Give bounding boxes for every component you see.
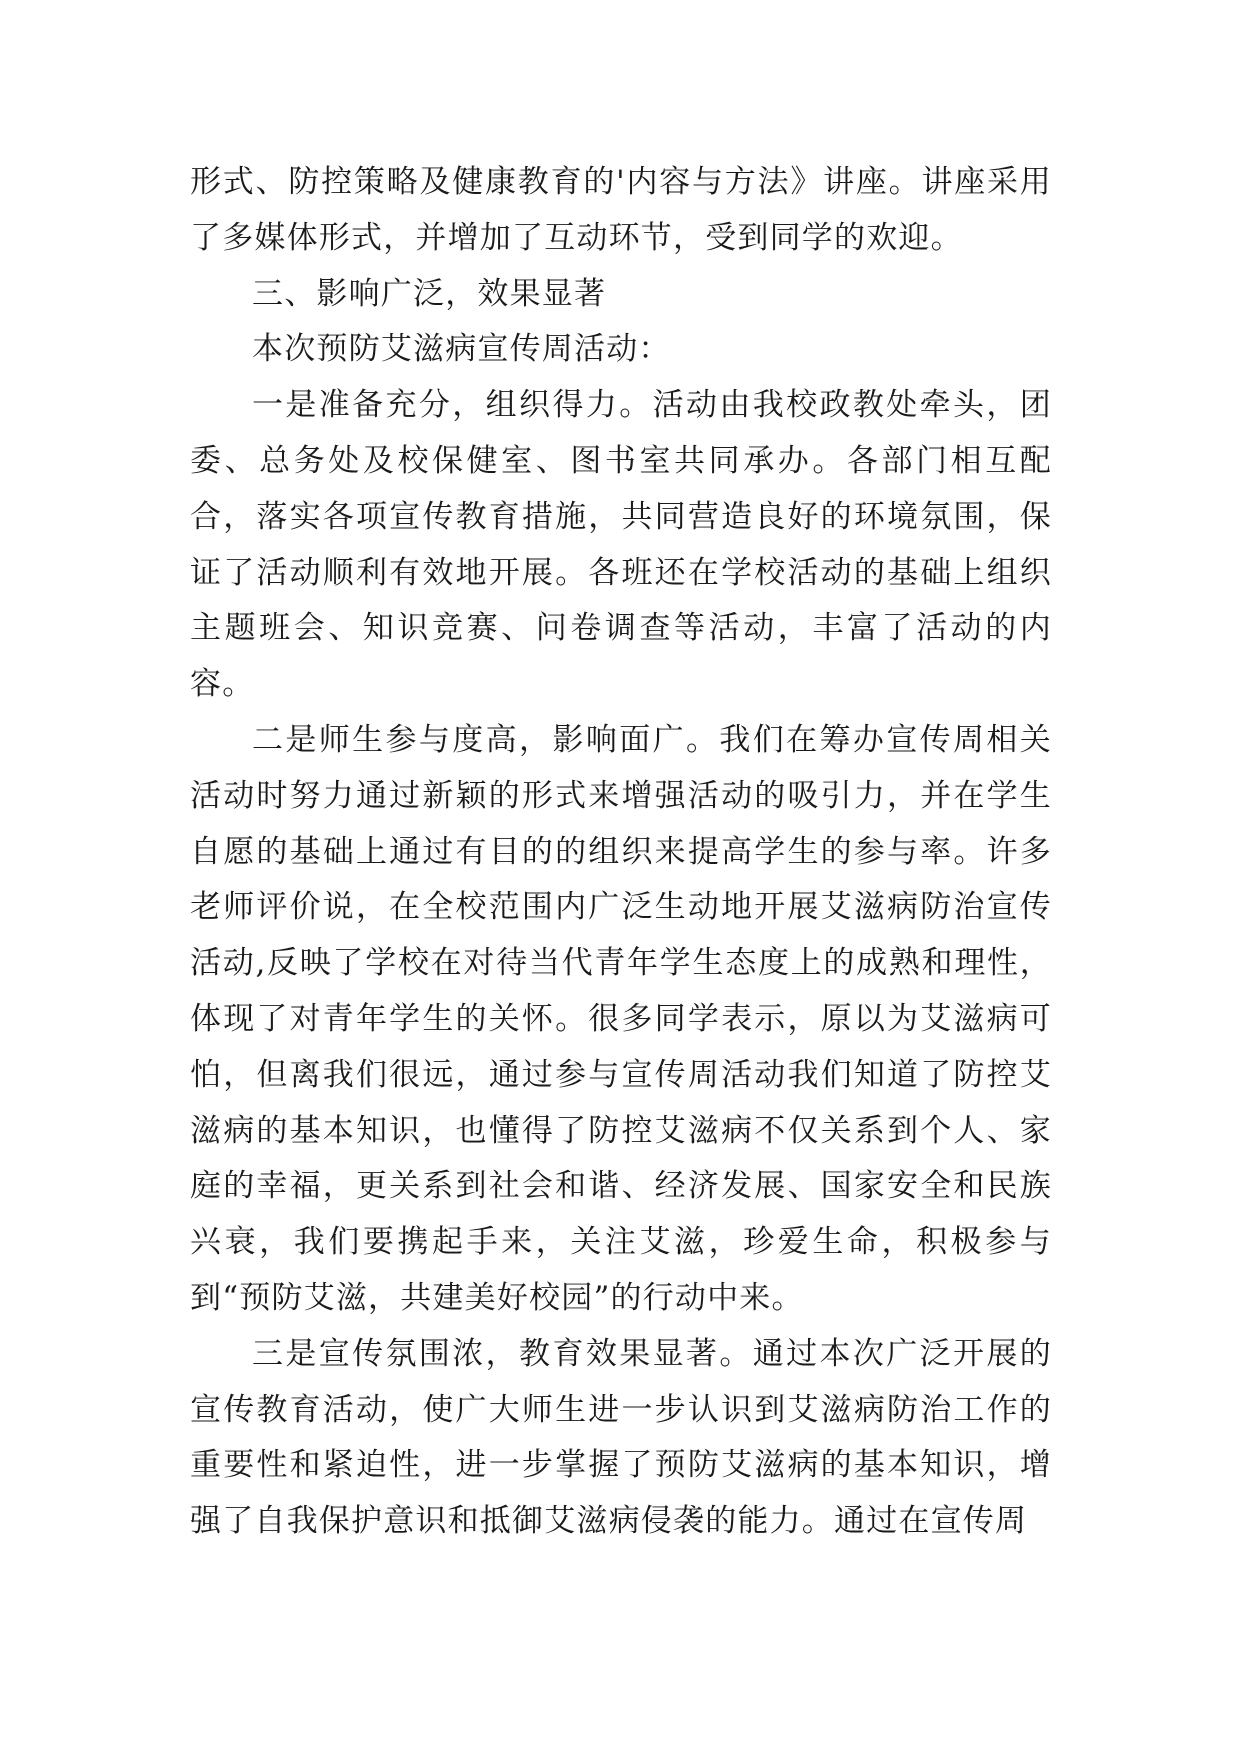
paragraph-lecture-continuation: 形式、防控策略及健康教育的'内容与方法》讲座。讲座采用了多媒体形式，并增加了互动环节，受到同学的欢迎。: [190, 164, 1052, 256]
document-body: [190, 155, 1052, 1550]
paragraph-point-three: 三是宣传氛围浓，教育效果显著。通过本次广泛开展的宣传教育活动，使广大师生进一步认识到艾滋病防治工作的重要性和紧迫性，进一步掌握了预防艾滋病的基本知识，增强了自我保护意识和抵御艾滋病侵袭的能力。通过在宣传周: [190, 1335, 1052, 1540]
paragraph-point-one: 一是准备充分，组织得力。活动由我校政教处牵头，团委、总务处及校保健室、图书室共同承办。各部门相互配合，落实各项宣传教育措施，共同营造良好的环境氛围，保证了活动顺利有效地开展。各班还在学校活动的基础上组织主题班会、知识竞赛、问卷调查等活动，丰富了活动的内容。: [190, 387, 1052, 703]
paragraph-intro: 本次预防艾滋病宣传周活动：: [252, 331, 671, 368]
section-heading-impact: 三、影响广泛，效果显著: [252, 275, 607, 312]
paragraph-point-two: 二是师生参与度高，影响面广。我们在筹办宣传周相关活动时努力通过新颖的形式来增强活动的吸引力，并在学生自愿的基础上通过有目的的组织来提高学生的参与率。许多老师评价说，在全校范围内广泛生动地开展艾滋病防治宣传活动,反映了学校在对待当代青年学生态度上的成熟和理性，体现了对青年学生的关怀。很多同学表示，原以为艾滋病可怕，但离我们很远，通过参与宣传周活动我们知道了防控艾滋病的基本知识，也懂得了防控艾滋病不仅关系到个人、家庭的幸福，更关系到社会和谐、经济发展、国家安全和民族兴衰，我们要携起手来，关注艾滋，珍爱生命，积极参与到“预防艾滋，共建美好校园”的行动中来。: [190, 721, 1052, 1316]
